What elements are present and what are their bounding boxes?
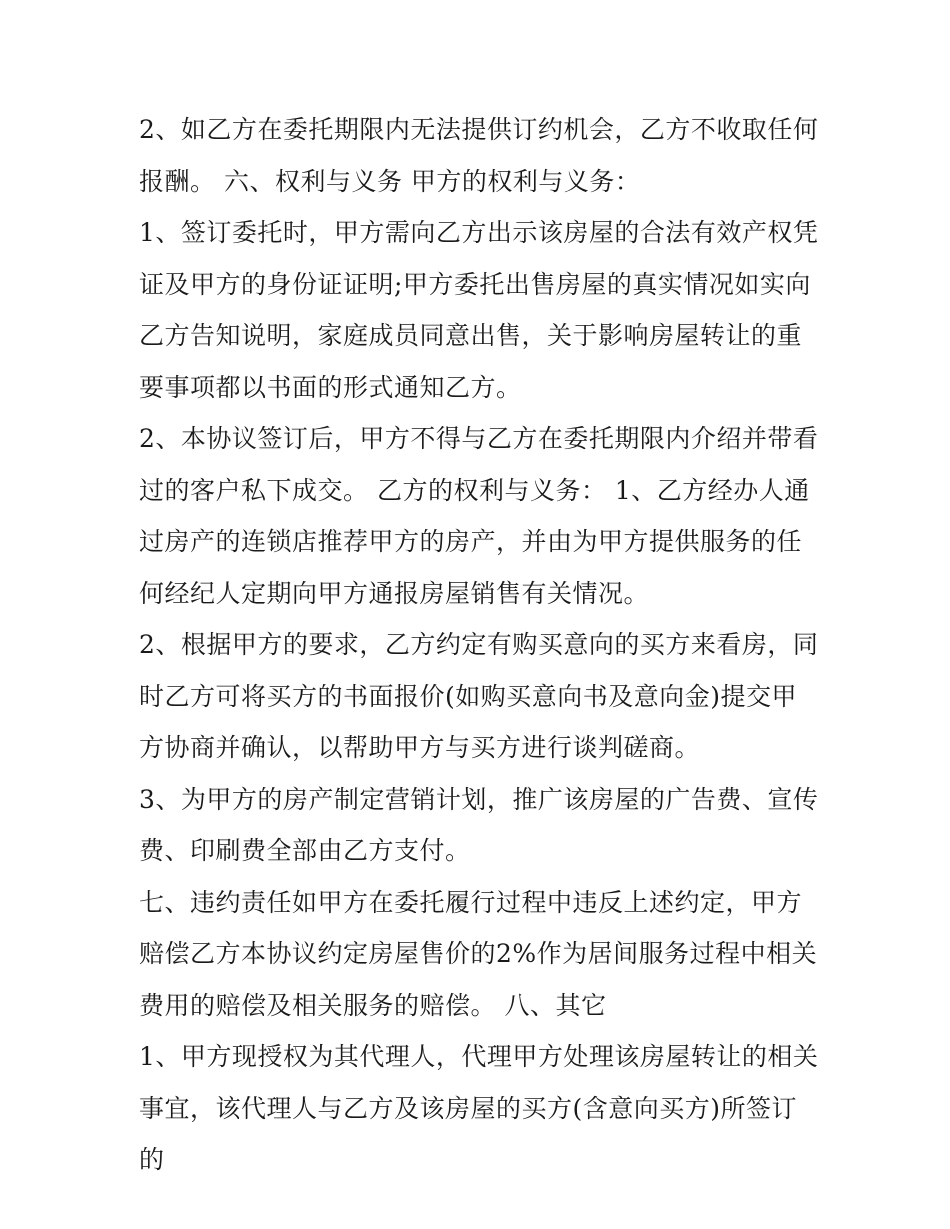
paragraph-1: 2、如乙方在委托期限内无法提供订约机会，乙方不收取任何报酬。 六、权利与义务 甲方的权利与义务： bbox=[139, 115, 819, 196]
paragraph-2: 1、签订委托时，甲方需向乙方出示该房屋的合法有效产权凭证及甲方的身份证证明;甲方委托出售房屋的真实情况如实向乙方告知说明，家庭成员同意出售，关于影响房屋转让的重要事项都以书面的形式通知乙方。 bbox=[139, 218, 819, 402]
paragraph-6: 七、违约责任如甲方在委托履行过程中违反上述约定，甲方赔偿乙方本协议约定房屋售价的2%作为居间服务过程中相关费用的赔偿及相关服务的赔偿。 八、其它 bbox=[139, 887, 818, 1020]
paragraph-7: 1、甲方现授权为其代理人，代理甲方处理该房屋转让的相关事宜，该代理人与乙方及该房屋的买方(含意向买方)所签订的 bbox=[139, 1042, 819, 1174]
paragraph-5: 3、为甲方的房产制定营销计划，推广该房屋的广告费、宣传费、印刷费全部由乙方支付。 bbox=[139, 784, 819, 865]
paragraph-4: 2、根据甲方的要求，乙方约定有购买意向的买方来看房，同时乙方可将买方的书面报价(如购买意向书及意向金)提交甲方协商并确认，以帮助甲方与买方进行谈判磋商。 bbox=[139, 630, 819, 762]
document-body bbox=[139, 104, 819, 1186]
paragraph-3: 2、本协议签订后，甲方不得与乙方在委托期限内介绍并带看过的客户私下成交。 乙方的权利与义务： 1、乙方经办人通过房产的连锁店推荐甲方的房产，并由为甲方提供服务的任何经纪人定期向甲方通报房屋销售有关情况。 bbox=[139, 424, 819, 608]
